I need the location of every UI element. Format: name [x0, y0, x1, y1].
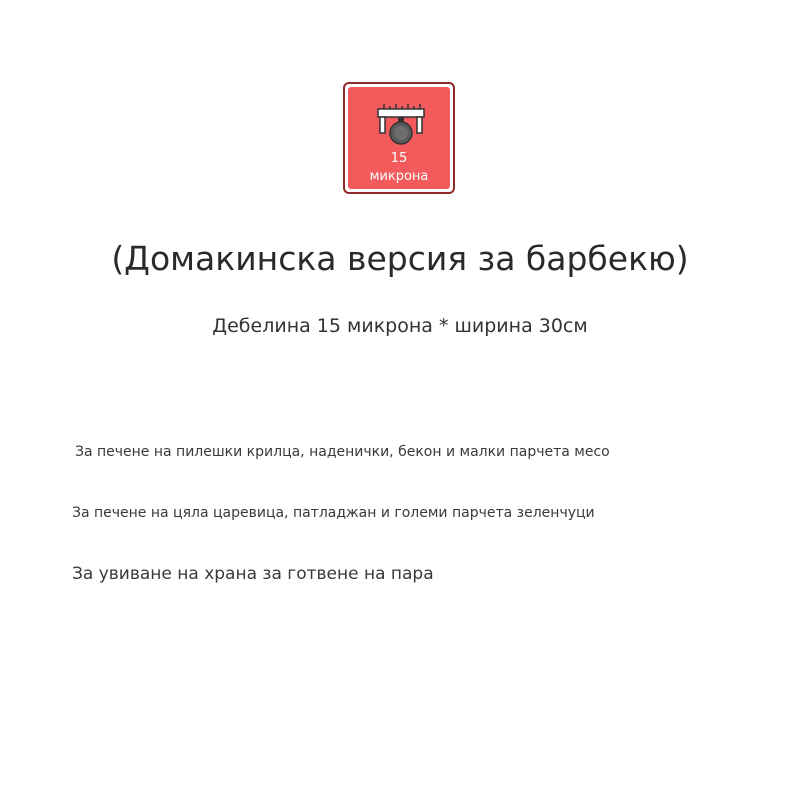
micrometer-icon: [376, 101, 426, 147]
badge-thickness-value: 15: [390, 151, 408, 166]
badge-thickness-unit: микрона: [369, 169, 429, 184]
feature-item: За печене на цяла царевица, патладжан и големи парчета зеленчуци: [72, 505, 595, 521]
thickness-badge: [343, 82, 455, 194]
feature-item: За увиване на храна за готвене на пара: [72, 564, 434, 584]
page-title: (Домакинска версия за барбекю): [111, 239, 689, 278]
badge-panel: [348, 87, 450, 189]
product-spec: Дебелина 15 микрона * ширина 30см: [212, 315, 588, 337]
feature-item: За печене на пилешки крилца, наденички, бекон и малки парчета месо: [75, 444, 610, 460]
